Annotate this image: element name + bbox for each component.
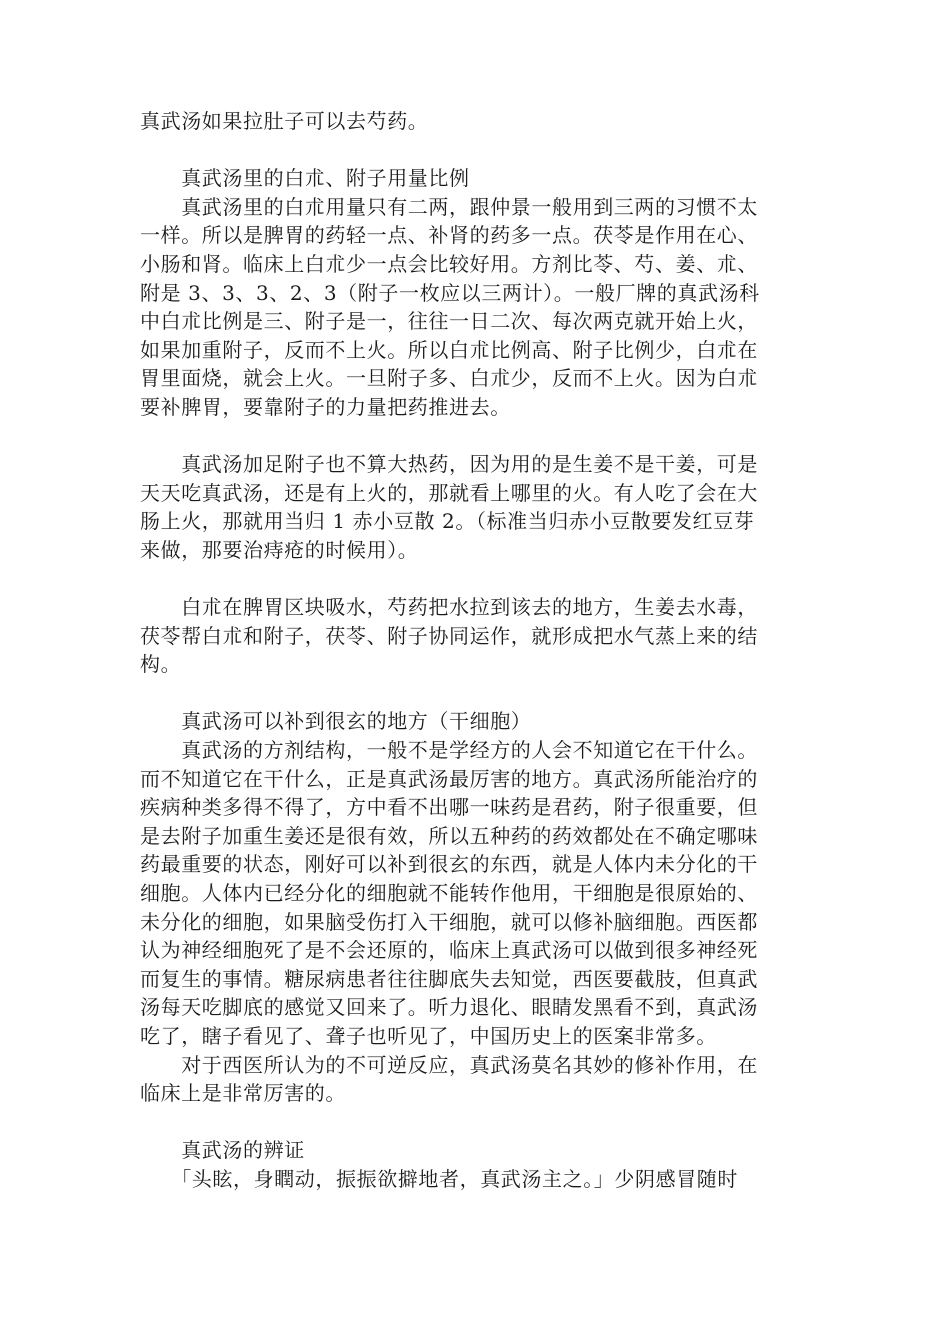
paragraph-gap	[140, 565, 825, 594]
text-line: 胃里面烧，就会上火。一旦附子多、白朮少，反而不上火。因为白朮	[140, 366, 758, 391]
text-line: 一样。所以是脾胃的药轻一点、补肾的药多一点。茯苓是作用在心、	[140, 223, 758, 248]
text-line: 而不知道它在干什么，正是真武汤最厉害的地方。真武汤所能治疗的	[140, 766, 758, 791]
text-line: 肠上火，那就用当归 1 赤小豆散 2。（标准当归赤小豆散要发红豆芽	[140, 509, 755, 534]
heading-line: 真武汤可以补到很玄的地方（干细胞）	[140, 709, 532, 734]
text-line: 而复生的事情。糖尿病患者往往脚底失去知觉，西医要截肢，但真武	[140, 966, 758, 991]
paragraph-diagnosis	[140, 1165, 825, 1194]
document-page	[140, 107, 825, 1194]
paragraph-gap	[140, 422, 825, 451]
paragraph-dosage-ratio	[140, 193, 825, 422]
paragraph-gap	[140, 679, 825, 708]
heading-line: 真武汤里的白朮、附子用量比例	[140, 166, 470, 191]
paragraph-irreversible	[140, 1051, 825, 1108]
paragraph-gap	[140, 136, 825, 165]
paragraph-remove-shaoyao	[140, 107, 825, 136]
paragraph-stem-cells	[140, 736, 825, 1051]
paragraph-water-structure	[140, 593, 825, 679]
text-line: 汤每天吃脚底的感觉又回来了。听力退化、眼睛发黑看不到，真武汤	[140, 995, 758, 1020]
section-heading-diagnosis	[140, 1136, 825, 1165]
heading-line: 真武汤的辨证	[140, 1138, 305, 1163]
text-line: 如果加重附子，反而不上火。所以白朮比例高、附子比例少，白朮在	[140, 337, 758, 362]
text-line: 未分化的细胞，如果脑受伤打入干细胞，就可以修补脑细胞。西医都	[140, 909, 758, 934]
text-line: 小肠和肾。临床上白朮少一点会比较好用。方剂比苓、芍、姜、朮、	[140, 251, 758, 276]
text-line: 真武汤加足附子也不算大热药，因为用的是生姜不是干姜，可是	[140, 452, 758, 477]
text-line: 要补脾胃，要靠附子的力量把药推进去。	[140, 394, 511, 419]
text-line: 药最重要的状态，刚好可以补到很玄的东西，就是人体内未分化的干	[140, 852, 758, 877]
text-line: 中白朮比例是三、附子是一，往往一日二次、每次两克就开始上火，	[140, 309, 758, 334]
text-line: 吃了，瞎子看见了、聋子也听见了，中国历史上的医案非常多。	[140, 1024, 717, 1048]
section-heading-dosage-ratio	[140, 164, 825, 193]
text-line: 真武汤如果拉肚子可以去芍药。	[140, 109, 429, 133]
text-line: 认为神经细胞死了是不会还原的，临床上真武汤可以做到很多神经死	[140, 938, 758, 963]
text-line: 对于西医所认为的不可逆反应，真武汤莫名其妙的修补作用，在	[140, 1052, 758, 1077]
text-line: 来做，那要治痔疮的时候用）。	[140, 537, 419, 562]
text-line: 茯苓帮白朮和附子，茯苓、附子协同运作，就形成把水气蒸上来的结	[140, 623, 758, 648]
paragraph-gap	[140, 1108, 825, 1137]
text-line: 临床上是非常厉害的。	[140, 1081, 346, 1106]
text-line: 「头眩，身瞤动，振振欲擗地者，真武汤主之。」少阴感冒随时	[140, 1166, 738, 1191]
paragraph-fuzi-heat	[140, 450, 825, 564]
text-line: 细胞。人体内已经分化的细胞就不能转作他用，干细胞是很原始的、	[140, 881, 758, 906]
text-line: 真武汤的方剂结构，一般不是学经方的人会不知道它在干什么。	[140, 738, 758, 763]
text-line: 白朮在脾胃区块吸水，芍药把水拉到该去的地方，生姜去水毒，	[140, 595, 758, 620]
text-line: 附是 3、3、3、2、3（附子一枚应以三两计）。一般厂牌的真武汤科	[140, 280, 760, 305]
text-line: 构。	[140, 652, 182, 677]
text-line: 疾病种类多得不得了，方中看不出哪一味药是君药，附子很重要，但	[140, 795, 758, 820]
text-line: 是去附子加重生姜还是很有效，所以五种药的药效都处在不确定哪味	[140, 823, 758, 848]
text-line: 天天吃真武汤，还是有上火的，那就看上哪里的火。有人吃了会在大	[140, 480, 758, 505]
section-heading-stem-cells	[140, 707, 825, 736]
text-line: 真武汤里的白朮用量只有二两，跟仲景一般用到三两的习惯不太	[140, 194, 758, 219]
